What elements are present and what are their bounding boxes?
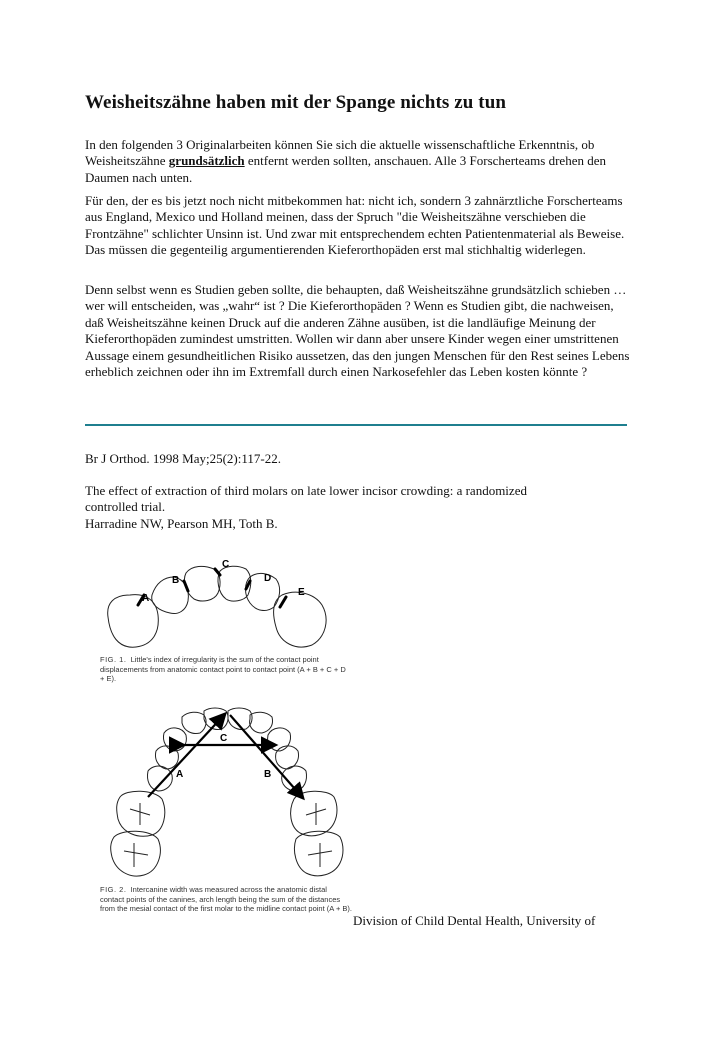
- label-e: E: [298, 587, 305, 598]
- tooth-left-lateral: [152, 577, 189, 614]
- contact-mark-b: [184, 581, 188, 591]
- argument-paragraph: Für den, der es bis jetzt noch nicht mitbekommen hat: nicht ich, sondern 3 zahnärztliche Forscherteams aus England, Mexico und Holland meinen, dass der Spruch "die Weisheitszähne verschieben die Frontzähne" schlichter Unsinn ist. Und zwar mit entsprechendem echten Patientenmaterial als Beweise. Das müssen die gegenteilig argumentierenden Kieferorthopäden erst mal stichhaltig widerlegen.: [85, 193, 625, 258]
- figure-1-tooth-arch: [100, 555, 355, 655]
- figure-1-caption-label: FIG. 1.: [100, 655, 127, 664]
- contact-mark-e: [280, 597, 286, 607]
- figure-2: [100, 705, 355, 914]
- incisor-l1: [204, 708, 228, 730]
- molar-r1: [291, 791, 337, 836]
- figure-2-tooth-arch: [100, 705, 355, 885]
- figure-1-caption-text: Little's index of irregularity is the sum of the contact point displacements from anatomic contact point to contact point (A + B + C + D + E).: [100, 655, 346, 683]
- citation-authors: Harradine NW, Pearson MH, Toth B.: [85, 516, 278, 531]
- incisor-l2: [182, 712, 206, 733]
- intro-paragraph: [85, 137, 630, 186]
- tooth-left-central: [184, 566, 220, 601]
- contact-mark-c: [215, 569, 220, 575]
- premolar-r1: [276, 746, 299, 769]
- figure-2-caption: [100, 885, 352, 914]
- affiliation: Division of Child Dental Health, University of: [353, 913, 596, 928]
- figure-1-caption: [100, 655, 352, 684]
- molar-l1: [117, 791, 165, 836]
- citation-journal: Br J Orthod. 1998 May;25(2):117-22.: [85, 451, 281, 466]
- intro-text-before: In den folgenden 3 Originalarbeiten können Sie sich die aktuelle wissenschaftliche Erkenntnis, ob Weisheitszähne: [85, 137, 595, 169]
- arrow-a: [148, 715, 224, 797]
- figure-2-caption-text: Intercanine width was measured across the anatomic distal contact points of the canines, arch length being the sum of the distances from the mesial contact of the first molar to the midline contact point (A + B).: [100, 885, 352, 913]
- intro-text-after: entfernt werden sollten, anschauen. Alle 3 Forscherteams drehen den Daumen nach unten.: [85, 153, 606, 185]
- label-b: B: [264, 769, 272, 780]
- label-c: C: [220, 733, 228, 744]
- label-a: A: [176, 769, 184, 780]
- label-c: C: [222, 559, 230, 570]
- opinion-paragraph: Denn selbst wenn es Studien geben sollte, die behaupten, daß Weisheitszähne grundsätzlich schieben … wer will entscheiden, was „wahr“ ist ? Die Kieferorthopäden ? Wenn es Studien gibt, die nachweisen, daß Weisheitszähne keinen Druck auf die anderen Zähne ausüben, ist die landläufige Meinung der Kieferorthopäden zumindest umstritten. Wollen wir dann aber unsere Kinder wegen einer umstrittenen Aussage einem gesundheitlichen Risiko aussetzen, das den jungen Menschen für den Rest seines Lebens erheblich zeichnen oder ihn im Extremfall durch einen Narkosefehler das Leben kosten könnte ?: [85, 282, 630, 380]
- tooth-right-canine: [274, 592, 327, 647]
- citation-title-line2: controlled trial.: [85, 499, 166, 514]
- premolar-l1: [155, 746, 178, 769]
- intro-emphasis: grundsätzlich: [168, 153, 245, 169]
- label-b: B: [172, 575, 180, 586]
- incisor-r2: [250, 712, 273, 733]
- label-d: D: [264, 573, 272, 584]
- canine-right: [268, 728, 291, 751]
- label-a: A: [142, 593, 150, 604]
- premolar-l2: [147, 766, 172, 791]
- molar-l2: [111, 831, 161, 876]
- page-title: Weisheitszähne haben mit der Spange nichts zu tun: [85, 92, 507, 113]
- section-divider: [85, 424, 627, 426]
- canine-left: [163, 728, 186, 751]
- citation-title-line1: The effect of extraction of third molars on late lower incisor crowding: a randomized: [85, 483, 527, 498]
- figure-2-caption-label: FIG. 2.: [100, 885, 127, 894]
- figure-1: [100, 555, 355, 684]
- arrow-b: [230, 715, 302, 797]
- tooth-left-canine: [108, 595, 159, 648]
